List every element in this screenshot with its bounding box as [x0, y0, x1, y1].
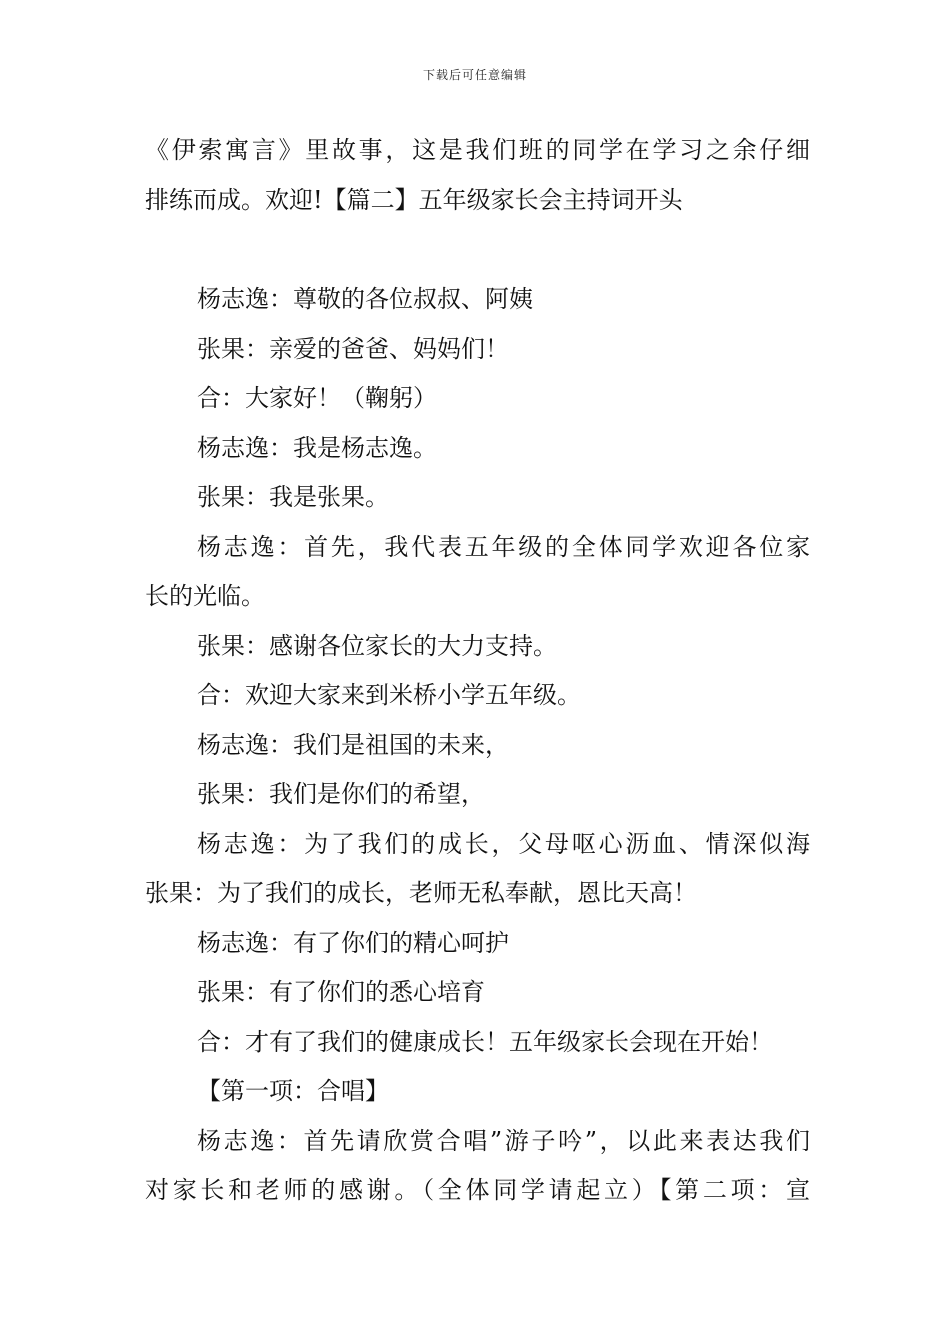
text-line: 对家长和老师的感谢。（全体同学请起立）【第二项：宣: [145, 1176, 810, 1204]
text-line: 合：大家好！（鞠躬）: [197, 384, 437, 412]
text-line: 张果：我是张果。: [197, 483, 389, 511]
text-line: 杨志逸：我是杨志逸。: [197, 433, 437, 462]
text-line: 杨志逸：尊敬的各位叔叔、阿姨: [197, 285, 533, 313]
text-line: 张果：我们是你们的希望，: [197, 780, 485, 808]
text-line: 《伊索寓言》里故事，这是我们班的同学在学习之余仔细: [145, 136, 810, 164]
text-line: 杨志逸：首先请欣赏合唱”游子吟”，以此来表达我们: [197, 1126, 810, 1155]
text-line: 张果：为了我们的成长，老师无私奉献，恩比天高！: [145, 879, 697, 907]
paragraph-gap: [145, 225, 810, 275]
text-line: 排练而成。欢迎!【篇二】五年级家长会主持词开头: [145, 185, 683, 214]
text-line: 合：才有了我们的健康成长！五年级家长会现在开始！: [197, 1027, 773, 1056]
text-line: 杨志逸：有了你们的精心呵护: [197, 928, 509, 957]
text-line: 杨志逸：我们是祖国的未来，: [197, 730, 509, 759]
page-header-note: 下载后可任意编辑: [422, 68, 527, 82]
text-line: 张果：亲爱的爸爸、妈妈们！: [197, 334, 509, 363]
text-line: 长的光临。: [145, 582, 265, 610]
text-line: 杨志逸：为了我们的成长，父母呕心沥血、情深似海: [197, 829, 810, 858]
document-body: [145, 126, 810, 1216]
text-line: 杨志逸：首先，我代表五年级的全体同学欢迎各位家: [197, 532, 810, 561]
text-line: 张果：有了你们的悉心培育: [197, 978, 485, 1006]
text-line: 张果：感谢各位家长的大力支持。: [197, 631, 557, 660]
section-heading: 【第一项：合唱】: [197, 1077, 389, 1105]
text-line: 合：欢迎大家来到米桥小学五年级。: [197, 681, 581, 709]
